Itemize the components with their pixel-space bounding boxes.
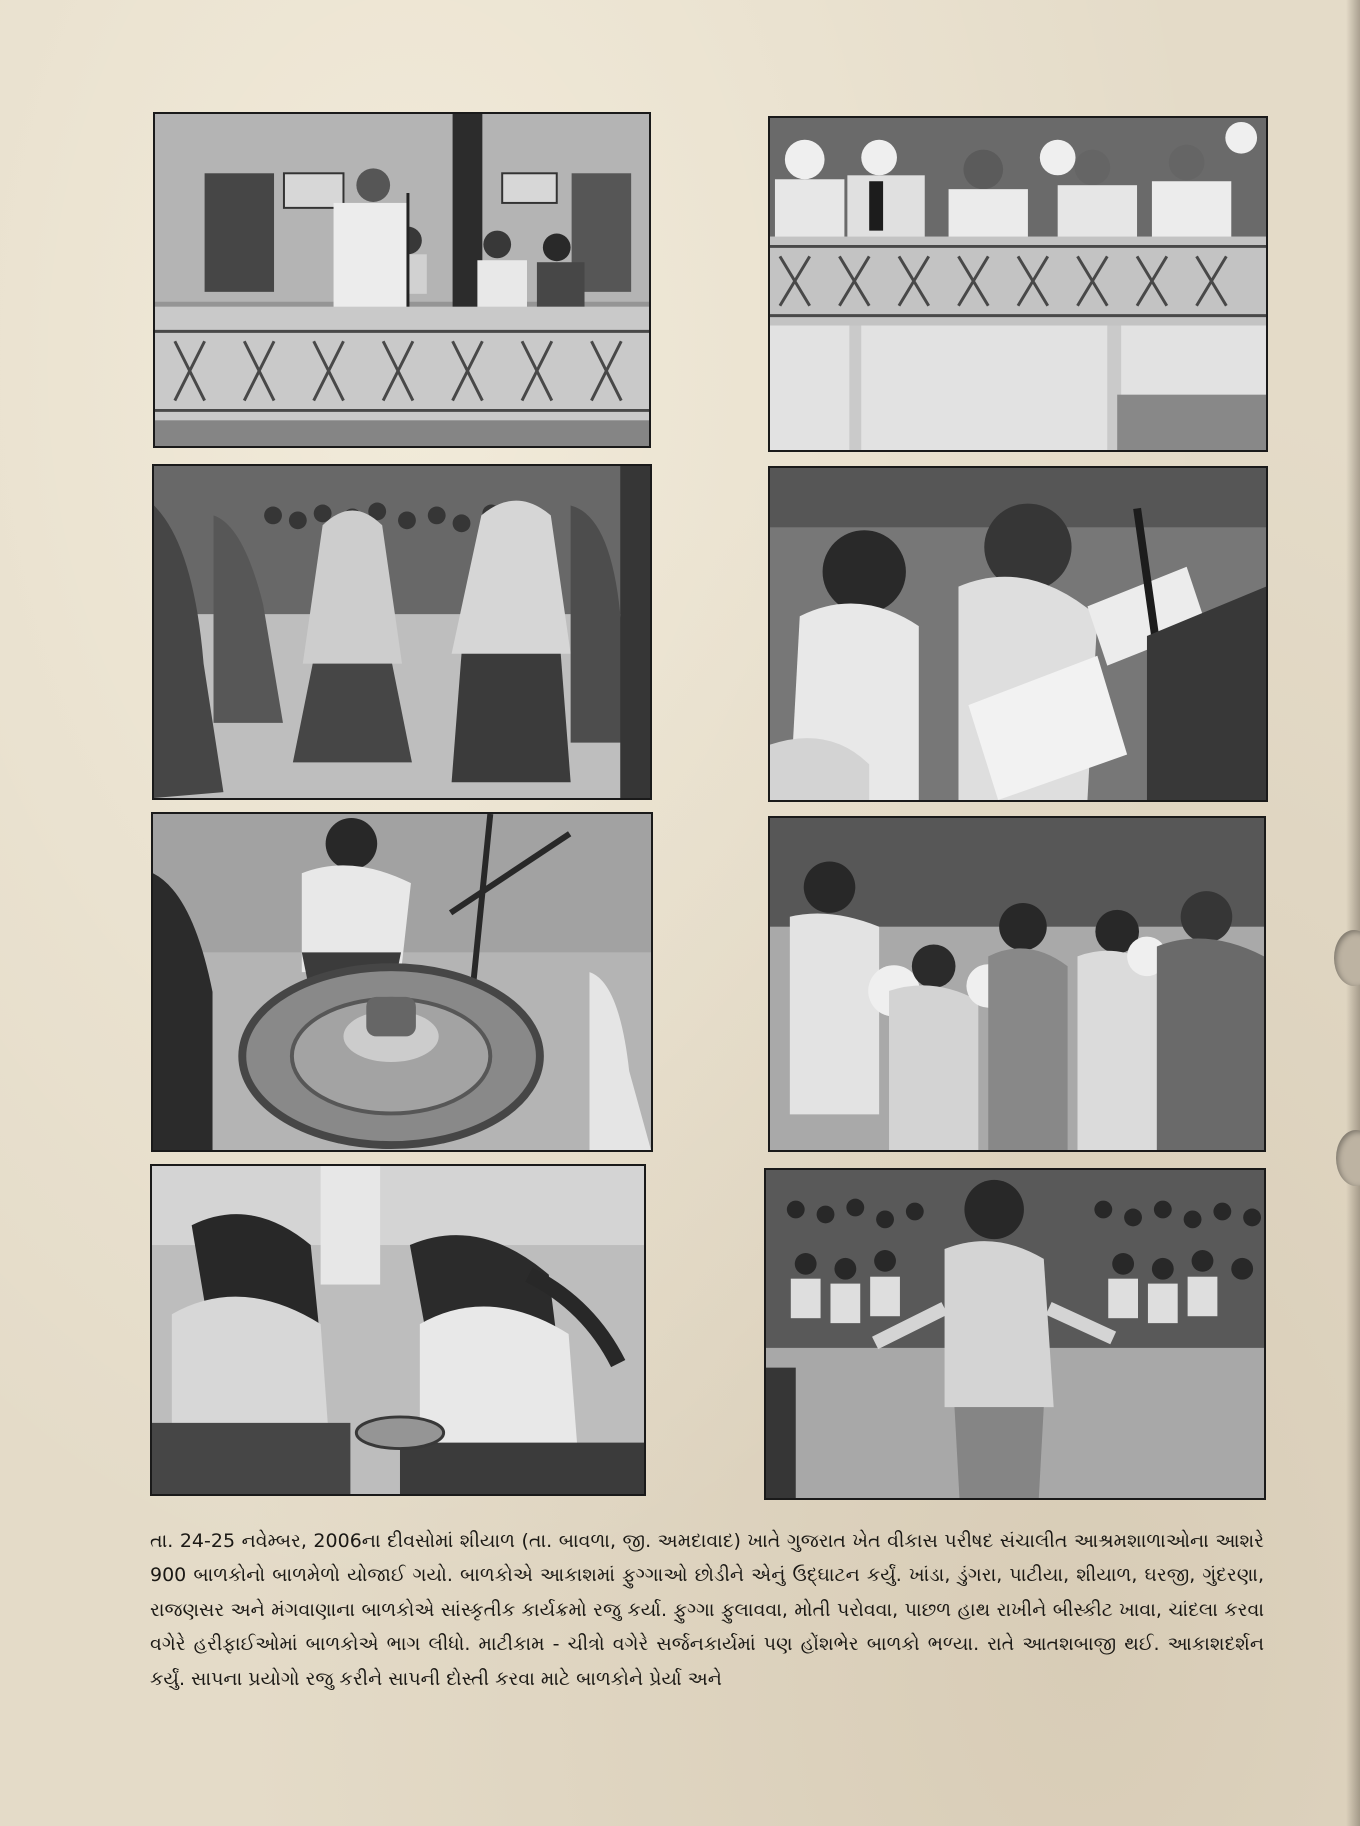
photo-guests-table [768, 116, 1268, 452]
page-edge-shadow [1346, 0, 1360, 1826]
article-caption: તા. 24-25 નવેમ્બર, 2006ના દીવસોમાં શીયાળ (તા. બાવળા, જી. અમદાવાદ) ખાતે ગુજરાત ખેત વીકાસ પરીષદ સંચાલીત આશ્રમશાળાઓના આશરે 900 બાળકોનો બાળમેળો યોજાઈ ગયો. બાળકોએ આકાશમાં ફુગ્ગાઓ છોડીને એનું ઉદ્ઘાટન કર્યું. ખાંડા, ડુંગરા, પાટીયા, શીયાળ, ઘરજી, ગુંદરણા, રાજણસર અને મંગવાણાના બાળકોએ સાંસ્કૃતીક કાર્યક્રમો રજુ કર્યા. ફુગ્ગા ફુલાવવા, મોતી પરોવવા, પાછળ હાથ રાખીને બીસ્કીટ ખાવા, ચાંદલા કરવા વગેરે હરીફાઈઓમાં બાળકોએ ભાગ લીધો. માટીકામ - ચીત્રો વગેરે સર્જનકાર્યમાં પણ હોંશભેર બાળકો ભળ્યા. રાતે આતશબાજી થઈ. આકાશદર્શન કર્યું. સાપના પ્રયોગો રજુ કરીને સાપની દોસ્તી કરવા માટે બાળકોને પ્રેર્યા અને [150, 1530, 1264, 1690]
photo-drawing [768, 466, 1268, 802]
photo-pottery-wheel [151, 812, 653, 1152]
photo-balloons [768, 816, 1266, 1152]
photo-crowd-performance [764, 1168, 1266, 1500]
photo-folk-dance [152, 464, 652, 800]
punch-hole [1334, 930, 1360, 986]
photo-stage-speech [153, 112, 651, 448]
punch-hole [1336, 1130, 1360, 1186]
photo-bead-threading [150, 1164, 646, 1496]
